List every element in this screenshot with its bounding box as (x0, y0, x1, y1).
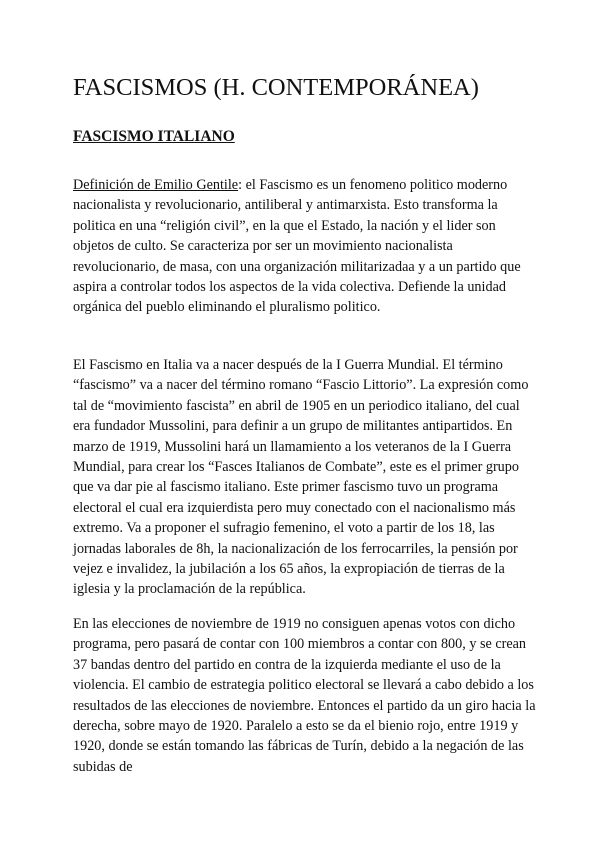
paragraph-definition (73, 175, 539, 318)
paragraph-elections: En las elecciones de noviembre de 1919 no consiguen apenas votos con dicho programa, pero pasará de contar con 100 miembros a contar con 800, y se crean 37 bandas dentro del partido en contra de la izquierda mediante el uso de la violencia. El cambio de estrategia politico electoral se llevará a cabo debido a los resultados de las elecciones de noviembre. Entonces el partido da un giro hacia la derecha, sobre mayo de 1920. Paralelo a esto se da el bienio rojo, entre 1919 y 1920, donde se están tomando las fábricas de Turín, debido a la negación de las subidas de (73, 616, 536, 775)
section-heading: FASCISMO ITALIANO (73, 128, 235, 145)
definition-text: : el Fascismo es un fenomeno politico moderno nacionalista y revolucionario, antiliberal y antimarxista. Esto transforma la politica en una “religión civil”, en la que el Estado, la nación y el lider son objetos de culto. Se caracteriza por ser un movimiento nacionalista revolucionario, de masa, con una organización militarizadaa y a un partido que aspira a controlar todos los aspectos de la vida colectiva. Defiende la unidad orgánica del pueblo eliminando el pluralismo politico. (73, 177, 521, 316)
definition-lead: Definición de Emilio Gentile (73, 177, 239, 193)
document-title: FASCISMOS (H. CONTEMPORÁNEA) (73, 74, 479, 101)
paragraph-origins: El Fascismo en Italia va a nacer después de la I Guerra Mundial. El término “fascismo” va a nacer del término romano “Fascio Littorio”. La expresión como tal de “movimiento fascista” en abril de 1905 en un periodico italiano, del cual era fundador Mussolini, para definir a un grupo de militantes antipartidos. En marzo de 1919, Mussolini hará un llamamiento a los veteranos de la I Guerra Mundial, para crear los “Fasces Italianos de Combate”, este es el primer grupo que va dar pie al fascismo italiano. Este primer fascismo tuvo un programa electoral el cual era izquierdista pero muy conectado con el nacionalismo más extremo. Va a proponer el sufragio femenino, el voto a partir de los 18, las jornadas laborales de 8h, la nacionalización de los ferrocarriles, la pensión por vejez e invalidez, la jubilación a los 65 años, la expropiación de tierras de la iglesia y la proclamación de la república. (73, 357, 529, 598)
